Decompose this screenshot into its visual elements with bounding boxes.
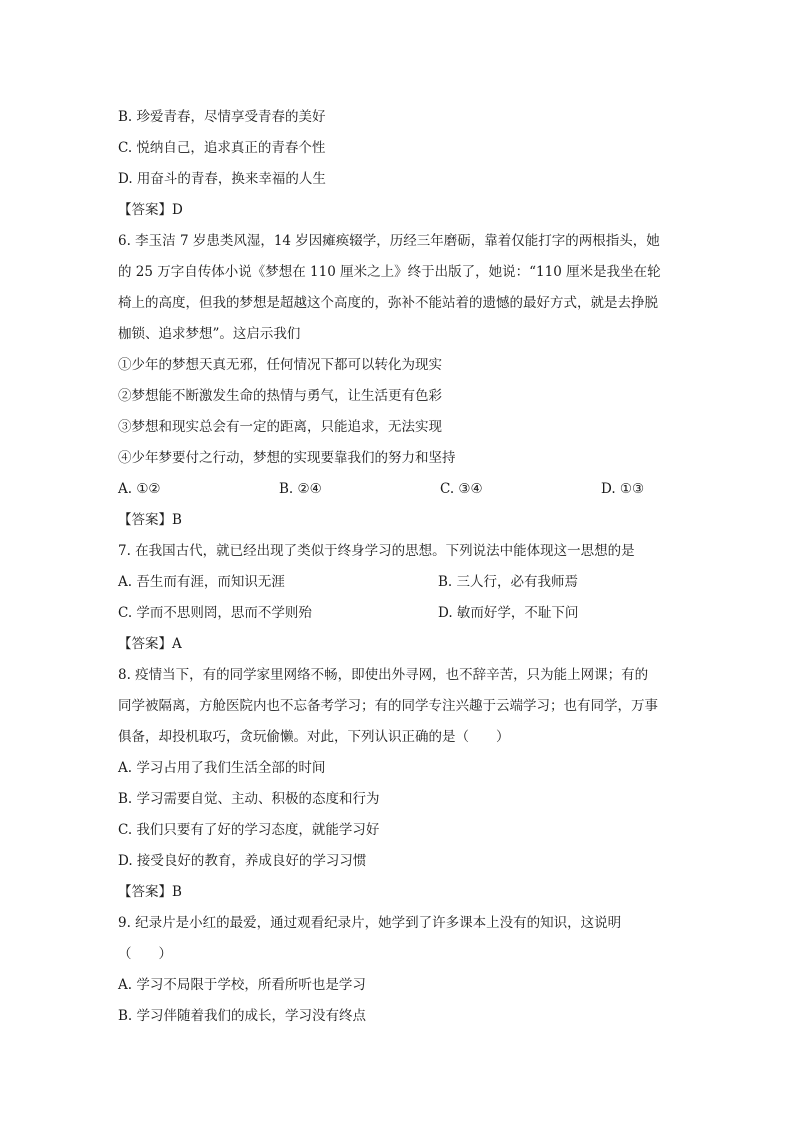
q5-option-d: D. 用奋斗的青春，换来幸福的人生 (118, 171, 326, 187)
q7-options-row-2 (118, 598, 678, 629)
q6-statement-2: ②梦想能不断激发生命的热情与勇气，让生活更有色彩 (118, 388, 442, 404)
q6-stem-line-2: 的 25 万字自传体小说《梦想在 110 厘米之上》终于出版了，她说：“110 厘米是我坐在轮 (118, 264, 661, 280)
q6-option-c: C. ③④ (440, 481, 483, 497)
q6-statement-4: ④少年梦要付之行动，梦想的实现要靠我们的努力和坚持 (118, 450, 456, 466)
q6-option-b: B. ②④ (279, 481, 322, 497)
q6-option-a: A. ①② (118, 481, 161, 497)
q9-stem-line-1: 9. 纪录片是小红的最爱，通过观看纪录片，她学到了许多课本上没有的知识，这说明 (118, 915, 622, 931)
q9-option-a: A. 学习不局限于学校，所看所听也是学习 (118, 977, 366, 993)
q7-options-row-1 (118, 567, 678, 598)
q6-stem-line-4: 枷锁、追求梦想”。这启示我们 (118, 326, 301, 342)
q7-answer: 【答案】A (118, 636, 182, 652)
q8-stem-line-1: 8. 疫情当下，有的同学家里网络不畅，即使出外寻网，也不辞辛苦，只为能上网课；有的 (118, 667, 649, 683)
q9-option-b: B. 学习伴随着我们的成长，学习没有终点 (118, 1008, 367, 1024)
q9-stem-line-2: （ ） (118, 946, 172, 962)
q5-option-b: B. 珍爱青春，尽情享受青春的美好 (118, 109, 326, 125)
q6-statement-3: ③梦想和现实总会有一定的距离，只能追求，无法实现 (118, 419, 442, 435)
q7-option-c: C. 学而不思则罔，思而不学则殆 (118, 605, 312, 621)
q8-stem-line-2: 同学被隔离，方舱医院内也不忘备考学习；有的同学专注兴趣于云端学习；也有同学，万事 (118, 698, 658, 714)
q5-option-c: C. 悦纳自己，追求真正的青春个性 (118, 140, 326, 156)
q6-statement-1: ①少年的梦想天真无邪，任何情况下都可以转化为现实 (118, 357, 442, 373)
q7-stem: 7. 在我国古代，就已经出现了类似于终身学习的思想。下列说法中能体现这一思想的是 (118, 543, 635, 559)
q7-option-d: D. 敏而好学，不耻下问 (438, 605, 579, 621)
q8-stem-line-3: 俱备，却投机取巧，贪玩偷懒。对此，下列认识正确的是（ ） (118, 729, 510, 745)
q6-stem-line-3: 椅上的高度，但我的梦想是超越这个高度的，弥补不能站着的遗憾的最好方式，就是去挣脱 (118, 295, 658, 311)
q7-option-b: B. 三人行，必有我师焉 (438, 574, 579, 590)
q8-option-c: C. 我们只要有了好的学习态度，就能学习好 (118, 822, 380, 838)
q6-option-d: D. ①③ (601, 481, 645, 497)
page-content (118, 102, 678, 1032)
q5-answer: 【答案】D (118, 202, 183, 218)
q8-option-b: B. 学习需要自觉、主动、积极的态度和行为 (118, 791, 380, 807)
q7-option-a: A. 吾生而有涯，而知识无涯 (118, 574, 285, 590)
q8-option-a: A. 学习占用了我们生活全部的时间 (118, 760, 326, 776)
q8-answer: 【答案】B (118, 884, 182, 900)
q6-stem-line-1: 6. 李玉洁 7 岁患类风湿，14 岁因瘫痪辍学，历经三年磨砺，靠着仅能打字的两根指头，她 (118, 233, 660, 249)
q8-option-d: D. 接受良好的教育，养成良好的学习习惯 (118, 853, 367, 869)
q6-options-row (118, 474, 678, 505)
q6-answer: 【答案】B (118, 512, 182, 528)
